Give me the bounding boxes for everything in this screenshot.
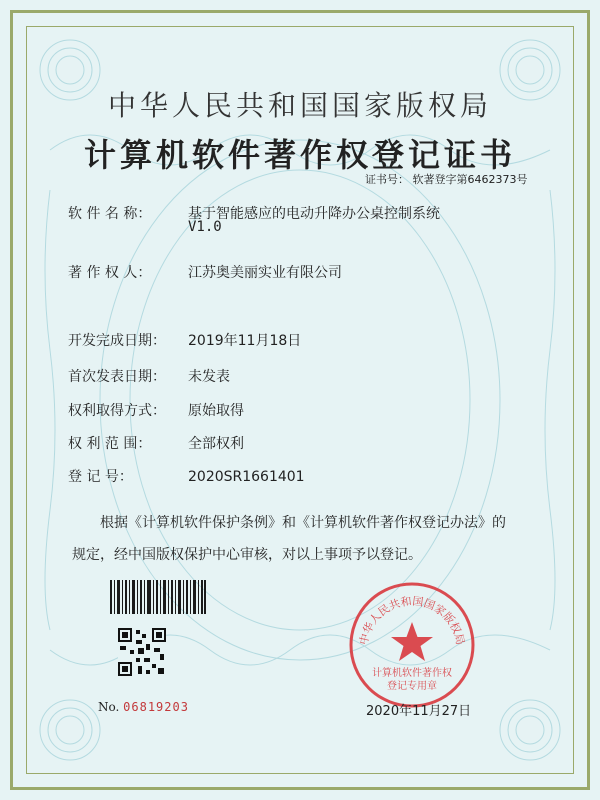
official-seal bbox=[347, 580, 477, 710]
field-value: 未发表 bbox=[188, 369, 230, 385]
issuer-title: 中华人民共和国国家版权局 bbox=[107, 89, 492, 122]
field-copyright-owner bbox=[68, 262, 342, 282]
software-version: V1.0 bbox=[188, 219, 222, 235]
certificate-title: 计算机软件著作权登记证书 bbox=[83, 136, 516, 174]
field-acquisition-method bbox=[68, 400, 244, 420]
seal-star-icon bbox=[391, 622, 433, 661]
barcode bbox=[110, 580, 206, 614]
serial-label: No. bbox=[98, 700, 120, 714]
field-value: 基于智能感应的电动升降办公桌控制系统 bbox=[188, 206, 440, 222]
serial-number-line bbox=[98, 700, 189, 714]
field-value: 2019年11月18日 bbox=[188, 333, 302, 349]
serial-number: 06819203 bbox=[123, 700, 189, 714]
field-label: 开发完成日期： bbox=[68, 333, 166, 349]
seal-line-1: 计算机软件著作权 bbox=[372, 668, 452, 679]
field-label: 首次发表日期： bbox=[68, 369, 166, 385]
field-label: 权 利 范 围： bbox=[68, 436, 152, 452]
qr-code bbox=[118, 628, 166, 676]
seal-line-2: 登记专用章 bbox=[387, 681, 437, 692]
seal-ring-text: 中华人民共和国国家版权局 bbox=[357, 594, 467, 647]
field-label: 登 记 号： bbox=[68, 469, 133, 485]
field-label: 著 作 权 人： bbox=[68, 265, 152, 281]
field-value: 原始取得 bbox=[188, 403, 244, 419]
field-registration-number bbox=[68, 466, 305, 486]
field-rights-scope bbox=[68, 433, 244, 453]
field-software-name bbox=[68, 203, 440, 223]
field-label: 权利取得方式： bbox=[68, 403, 166, 419]
field-first-publication bbox=[68, 366, 230, 386]
statement-line-2: 规定，经中国版权保护中心审核，对以上事项予以登记。 bbox=[72, 547, 422, 563]
field-value: 2020SR1661401 bbox=[188, 469, 305, 485]
statement-line-1: 根据《计算机软件保护条例》和《计算机软件著作权登记办法》的 bbox=[100, 515, 506, 531]
certificate-number: 证书号： 软著登字第6462373号 bbox=[365, 173, 528, 186]
field-value: 全部权利 bbox=[188, 436, 244, 452]
field-value: 江苏奥美丽实业有限公司 bbox=[188, 265, 342, 281]
issue-date: 2020年11月27日 bbox=[366, 704, 472, 719]
field-label: 软 件 名 称： bbox=[68, 206, 152, 222]
field-completion-date bbox=[68, 330, 301, 350]
